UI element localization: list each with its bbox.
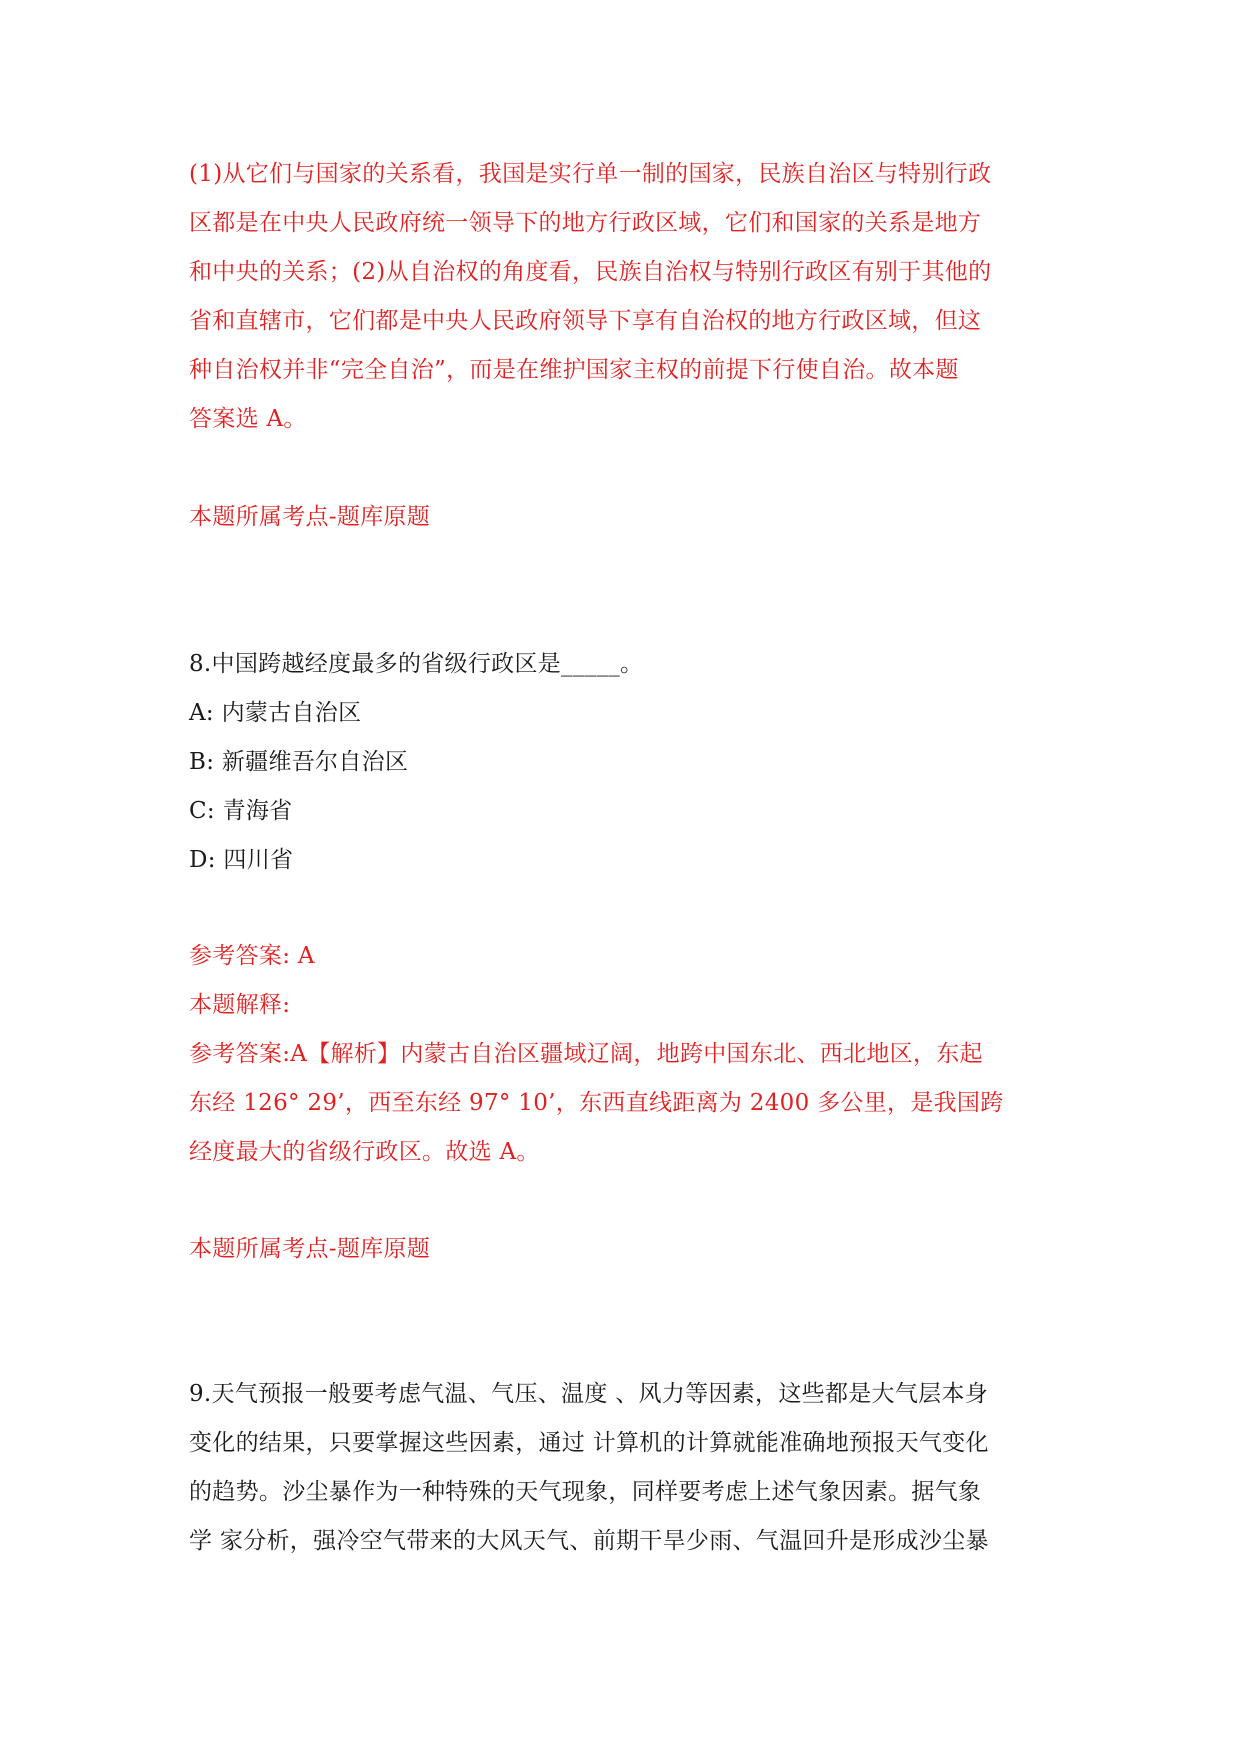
question-text-line: 学 家分析，强冷空气带来的大风天气、前期干旱少雨、气温回升是形成沙尘暴	[189, 1528, 989, 1554]
question-text-line: 9.天气预报一般要考虑气温、气压、温度 、风力等因素，这些都是大气层本身	[189, 1381, 989, 1407]
explanation-line: 种自治权并非“完全自治”，而是在维护国家主权的前提下行使自治。故本题	[189, 357, 959, 383]
source-label: 本题所属考点-题库原题	[189, 1236, 431, 1262]
answer-label: 参考答案: A	[189, 943, 315, 969]
option-a: A: 内蒙古自治区	[189, 700, 362, 726]
question-text-line: 变化的结果，只要掌握这些因素，通过 计算机的计算就能准确地预报天气变化	[189, 1430, 989, 1456]
question-text-line: 的趋势。沙尘暴作为一种特殊的天气现象，同样要考虑上述气象因素。据气象	[189, 1479, 982, 1505]
explanation-line: 和中央的关系；(2)从自治权的角度看，民族自治权与特别行政区有别于其他的	[189, 259, 992, 285]
question-9	[189, 1370, 1059, 1566]
explanation-line: 经度最大的省级行政区。故选 A。	[189, 1139, 540, 1165]
prev-explanation	[189, 150, 1059, 444]
explanation-line: 区都是在中央人民政府统一领导下的地方行政区域，它们和国家的关系是地方	[189, 210, 982, 236]
explanation-line: 答案选 A。	[189, 406, 307, 432]
explanation-line: 省和直辖市，它们都是中央人民政府领导下享有自治权的地方行政区域，但这	[189, 308, 982, 334]
explanation-line: 参考答案:A【解析】内蒙古自治区疆域辽阔，地跨中国东北、西北地区，东起	[189, 1041, 983, 1067]
explanation-line: 东经 126° 29’，西至东经 97° 10’，东西直线距离为 2400 多公里，是我国跨	[189, 1090, 1004, 1116]
option-d: D: 四川省	[189, 847, 294, 873]
explanation-label: 本题解释:	[189, 992, 291, 1018]
question-8-answer	[189, 932, 1059, 1177]
explanation-line: (1)从它们与国家的关系看，我国是实行单一制的国家，民族自治区与特别行政	[189, 161, 992, 187]
source-label: 本题所属考点-题库原题	[189, 504, 431, 530]
option-c: C: 青海省	[189, 798, 293, 824]
question-8-source	[189, 1225, 1059, 1274]
option-b: B: 新疆维吾尔自治区	[189, 749, 409, 775]
prev-source	[189, 493, 1059, 542]
question-text: 8.中国跨越经度最多的省级行政区是_____。	[189, 651, 644, 677]
question-8	[189, 640, 1059, 885]
